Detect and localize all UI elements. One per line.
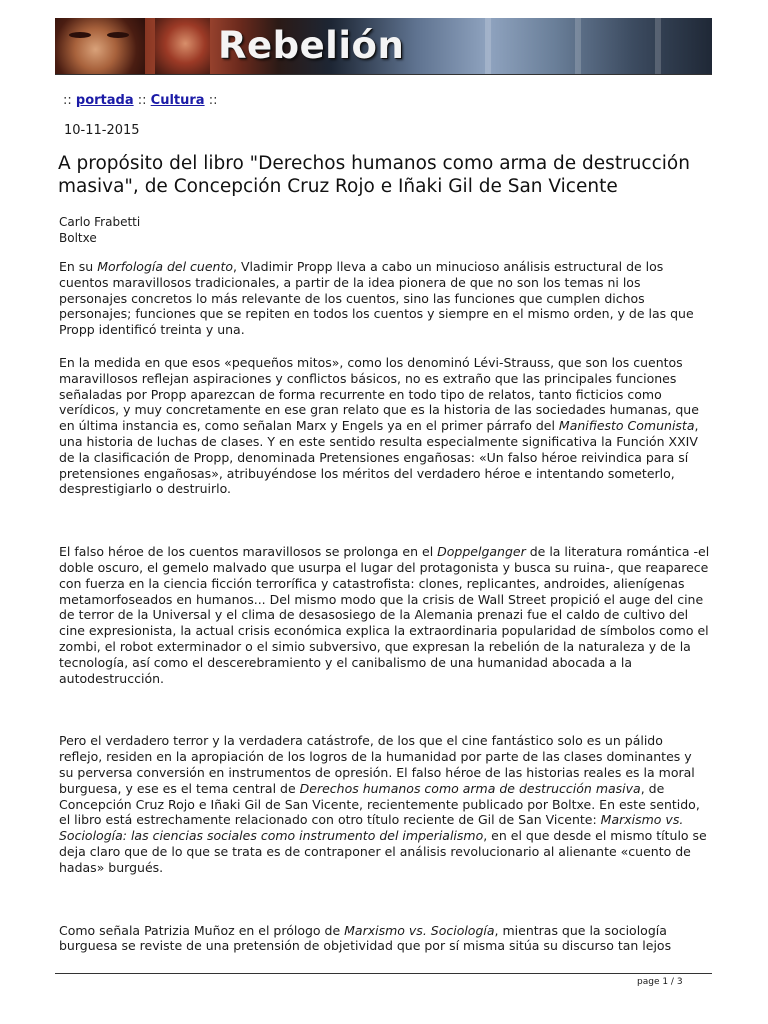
book-title-italic: Derechos humanos como arma de destrucción masiva [299,780,641,796]
breadcrumb-separator: :: [208,93,218,108]
paragraph-text: En la medida en que esos «pequeños mitos», como los denominó Lévi-Strauss, que son los cuentos maravillosos reflejan aspiraciones y conflictos básicos, no es extraño que las principales funciones señaladas por Propp aparezcan de forma recurrente en todo tipo de relatos, tanto ficticios como verídicos, y muy concretamente en ese gran relato que es la historia de las sociedades humanas, que en última instancia es, como señalan Marx y Engels ya en el primer párrafo del [59,354,699,434]
paragraph-text: , una historia de luchas de clases. Y en este sentido resulta especialmente significativa la Función XXIV de la clasificación de Propp, denominada Pretensiones engañosas: «Un falso héroe reivindica para sí pretensiones engañosas», atribuyéndose los méritos del verdadero héroe e intentando someterlo, desprestigiarlo o destruirlo. [59,418,699,497]
book-title-italic: Marxismo vs. Sociología [344,922,495,938]
banner-portrait-left [55,18,145,75]
breadcrumb-link-cultura[interactable]: Cultura [150,93,205,108]
header-divider [55,74,712,75]
book-title-italic: Marxismo vs. Sociología: las ciencias sociales como instrumento del imperialismo [59,812,684,844]
banner-eye-right [107,32,129,38]
paragraph-text: El falso héroe de los cuentos maravillosos se prolonga en el [59,544,438,560]
paragraph-text: , mientras que la sociología burguesa se reviste de una pretensión de objetividad que por sí misma sitúa su discurso tan lejos [59,922,672,954]
paragraph-spacer [59,686,710,733]
breadcrumb [63,93,217,108]
paragraph-spacer [59,497,710,544]
paragraph-text: de la literatura romántica -el doble oscuro, el gemelo malvado que usurpa el lugar del protagonista y busca su ruina-, que reaparece con fuerza en la ciencia ficción terrorífica y catastrofista: clones, replicantes, androides, alienígenas metamorfoseados en humanos... Del mismo modo que la crisis de Wall Street propició el auge del cine de terror de la Universal y el clima de desasosiego de la Alemania prenazi fue el caldo de cultivo del cine expresionista, la actual crisis económica explica la extraordinaria popularidad de símbolos como el zombi, el robot exterminador o el simio subversivo, que expresan la rebelión de la naturaleza y de la tecnología, así como el descerebramiento y el canibalismo de una humanidad abocada a la autodestrucción. [59,544,710,686]
paragraph-text: , Vladimir Propp lleva a cabo un minucioso análisis estructural de los cuentos maravillosos tradicionales, a partir de la idea pionera de que no son los temas ni los personajes concretos lo más relevante de los cuentos, sino las funciones que cumplen dichos personajes; funciones que se repiten en todos los cuentos y siempre en el mismo orden, y de las que Propp identificó treinta y una. [59,259,694,338]
article-paragraph [59,733,710,875]
banner-decoration [655,18,661,75]
article-source: Boltxe [59,231,97,245]
article-date: 10-11-2015 [64,123,140,138]
term-italic: Doppelganger [437,544,526,560]
article-paragraph [59,259,710,338]
banner-decoration [485,18,491,75]
paragraph-spacer [59,338,710,355]
page-indicator: page 1 / 3 [637,977,683,987]
paragraph-text: Pero el verdadero terror y la verdadera catástrofe, de los que el cine fantástico solo es un pálido reflejo, residen en la apropiación de los logros de la humanidad por parte de las clases dominantes y su perversa conversión en instrumentos de opresión. El falso héroe de las historias reales es la moral burguesa, y ese es el tema central de [59,733,695,796]
paragraph-text: Como señala Patrizia Muñoz en el prólogo de [59,922,345,938]
article-author: Carlo Frabetti [59,215,141,229]
article-paragraph [59,355,710,497]
breadcrumb-link-portada[interactable]: portada [75,93,134,108]
paragraph-text: , en el que desde el mismo título se deja claro que de lo que se trata es de contraponer el análisis revolucionario al alienante «cuento de hadas» burgués. [59,828,707,875]
banner-portrait-middle [155,18,210,75]
banner-eye-left [69,32,91,38]
paragraph-text: , de Concepción Cruz Rojo e Iñaki Gil de San Vicente, recientemente publicado por Boltxe. En este sentido, el libro está estrechamente relacionado con otro título reciente de Gil de San Vicente: [59,780,700,828]
book-title-italic: Manifiesto Comunista [558,418,695,434]
breadcrumb-separator: :: [137,93,147,108]
book-title-italic: Morfología del cuento [97,259,234,274]
article-title: A propósito del libro "Derechos humanos como arma de destrucción masiva", de Concepción Cruz Rojo e Iñaki Gil de San Vicente [58,153,690,197]
site-logo-title[interactable]: Rebelión [218,24,405,67]
article-paragraph [59,923,710,955]
article-paragraph [59,544,710,686]
footer-divider [55,973,712,974]
article-byline [59,214,140,246]
breadcrumb-separator: :: [63,93,72,108]
article-body [59,259,710,954]
paragraph-text: En su [59,259,98,274]
banner-decoration [575,18,581,75]
paragraph-spacer [59,876,710,923]
site-banner[interactable] [55,18,712,75]
